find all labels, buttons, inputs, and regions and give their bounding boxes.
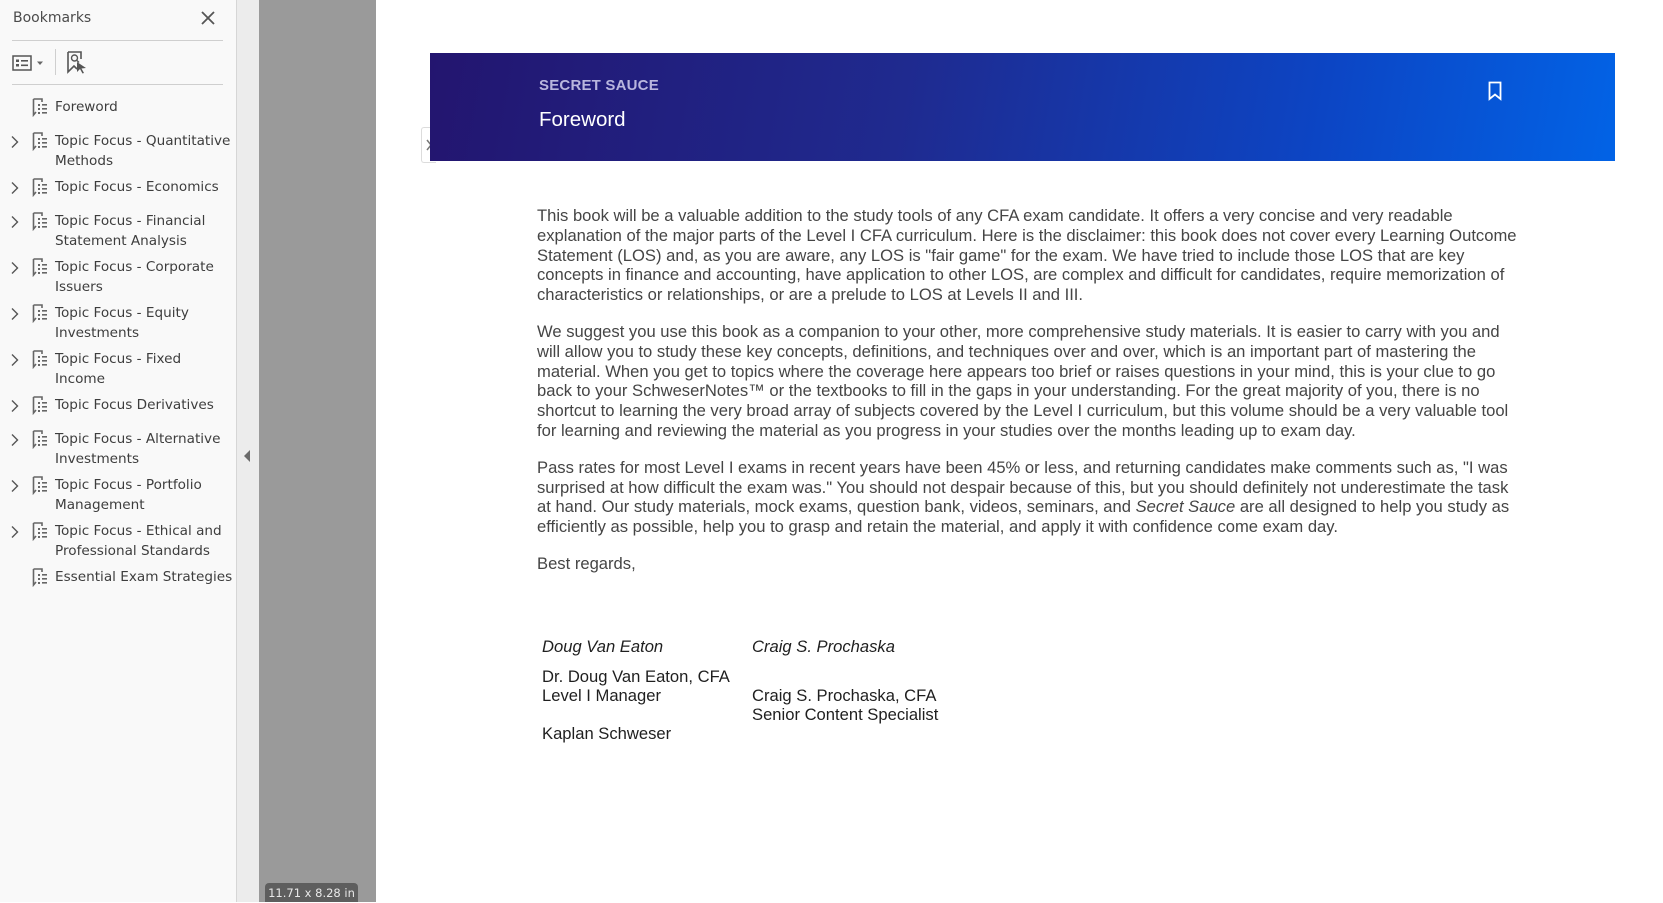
page-size-badge: 11.71 x 8.28 in <box>265 883 358 902</box>
paragraph-text: Pass rates for most Level I exams in recent years have been 45% or less, and returning candidates make comments such as, "I was surprised at how difficult the exam was." You should not despair because of this, but you should definitely not underestimate the task at hand. Our study materials, mock exams, question bank, videos, seminars, and <box>537 457 1509 517</box>
page-background <box>259 0 376 902</box>
paragraph <box>537 458 1517 537</box>
bookmark-label: Topic Focus - Fixed Income <box>55 351 182 387</box>
chevron-right-icon[interactable] <box>9 260 21 274</box>
bookmark-page-icon <box>32 430 48 449</box>
book-title: Secret Sauce <box>1135 497 1236 517</box>
chevron-right-icon[interactable] <box>9 398 21 412</box>
bookmark-page-icon <box>32 396 48 415</box>
signature-left: Doug Van Eaton <box>542 637 664 656</box>
bookmark-label: Topic Focus - Equity Investments <box>55 305 189 341</box>
signer-name-left: Dr. Doug Van Eaton, CFA <box>542 667 730 686</box>
divider <box>12 84 223 85</box>
signer-role-right: Senior Content Specialist <box>752 705 939 724</box>
chapter-banner <box>430 53 1615 161</box>
bookmark-icon[interactable] <box>1487 81 1503 101</box>
bookmark-page-icon <box>32 522 48 541</box>
collapse-panel-icon[interactable] <box>242 449 252 463</box>
chevron-right-icon[interactable] <box>9 214 21 228</box>
signature-right: Craig S. Prochaska <box>752 637 895 656</box>
toolbar-separator <box>55 49 56 75</box>
bookmark-item[interactable] <box>0 475 236 515</box>
bookmark-label: Essential Exam Strategies <box>55 569 233 585</box>
options-button[interactable] <box>12 53 48 73</box>
chevron-right-icon[interactable] <box>9 306 21 320</box>
chevron-right-icon[interactable] <box>9 524 21 538</box>
bookmark-page-icon <box>32 212 48 231</box>
bookmark-label: Topic Focus - Economics <box>55 179 219 195</box>
chevron-right-icon[interactable] <box>9 180 21 194</box>
chevron-right-icon[interactable] <box>9 352 21 366</box>
paragraph-text: are all designed to help you study as efficiently as possible, help you to grasp and retain the material, and apply it with confidence come exam day. <box>537 497 1510 537</box>
bookmark-item[interactable] <box>0 97 236 117</box>
bookmark-item[interactable] <box>0 177 236 197</box>
bookmark-item[interactable] <box>0 349 236 389</box>
body-text <box>537 206 1517 591</box>
banner-kicker: SECRET SAUCE <box>539 77 659 94</box>
panel-splitter[interactable] <box>237 0 259 902</box>
find-current-bookmark-icon <box>65 59 89 78</box>
bookmark-page-icon <box>32 568 48 587</box>
panel-title: Bookmarks <box>13 10 92 26</box>
signer-name-right: Craig S. Prochaska, CFA <box>752 686 937 705</box>
document-page <box>376 0 1663 902</box>
paragraph: This book will be a valuable addition to the study tools of any CFA exam candidate. It offers a very concise and very readable explanation of the major parts of the Level I CFA curriculum. Here is the disclaimer: this book does not cover every Learning Outcome Statement (LOS) and, as you are aware, any LOS is "fair game" for the exam. We have tried to include those LOS that are key concepts in finance and accounting, have application to other LOS, are complex and difficult for candidates, require memorization of characteristics or relationships, or are a prelude to LOS at Levels II and III. <box>537 206 1517 305</box>
bookmark-label: Topic Focus - Alternative Investments <box>55 431 221 467</box>
bookmark-label: Topic Focus Derivatives <box>55 397 214 413</box>
find-current-bookmark-button[interactable] <box>65 50 89 74</box>
divider <box>12 40 223 41</box>
bookmark-page-icon <box>32 304 48 323</box>
chevron-right-icon[interactable] <box>9 134 21 148</box>
chevron-right-icon[interactable] <box>9 432 21 446</box>
chevron-right-icon[interactable] <box>9 478 21 492</box>
bookmark-label: Topic Focus - Corporate Issuers <box>55 259 214 295</box>
bookmark-label: Topic Focus - Ethical and Professional Standards <box>55 523 222 559</box>
paragraph: We suggest you use this book as a companion to your other, more comprehensive study materials. It is easier to carry with you and will allow you to study these key concepts, definitions, and techniques over and over, which is an important part of mastering the material. When you get to topics where the coverage here appears too brief or raises questions in your mind, this is your clue to go back to your SchweserNotes™ or the textbooks to fill in the gaps in your understanding. For the great majority of you, there is no shortcut to learning the very broad array of subjects covered by the Level I curriculum, but this volume should be a very valuable tool for learning and reviewing the material as you progress in your studies over the months leading up to exam day. <box>537 321 1509 440</box>
banner-title: Foreword <box>539 108 626 131</box>
bookmark-item[interactable] <box>0 211 236 251</box>
closing: Best regards, <box>537 553 636 573</box>
bookmark-item[interactable] <box>0 131 236 171</box>
bookmark-item[interactable] <box>0 567 236 587</box>
bookmark-item[interactable] <box>0 521 236 561</box>
bookmark-page-icon <box>32 350 48 369</box>
bookmark-page-icon <box>32 98 48 117</box>
bookmark-page-icon <box>32 178 48 197</box>
bookmark-page-icon <box>32 476 48 495</box>
bookmark-page-icon <box>32 132 48 151</box>
signer-role-left: Level I Manager <box>542 686 661 705</box>
bookmarks-panel <box>0 0 237 902</box>
bookmark-item[interactable] <box>0 429 236 469</box>
bookmark-label: Topic Focus - Quantitative Methods <box>55 133 231 169</box>
close-icon[interactable] <box>199 9 217 27</box>
bookmark-item[interactable] <box>0 303 236 343</box>
bookmark-item[interactable] <box>0 395 236 415</box>
bookmark-item[interactable] <box>0 257 236 297</box>
bookmark-label: Foreword <box>55 99 118 115</box>
list-options-icon <box>12 58 48 77</box>
signer-org-left: Kaplan Schweser <box>542 724 672 743</box>
bookmark-page-icon <box>32 258 48 277</box>
bookmark-label: Topic Focus - Portfolio Management <box>55 477 202 513</box>
bookmark-label: Topic Focus - Financial Statement Analysis <box>55 213 206 249</box>
